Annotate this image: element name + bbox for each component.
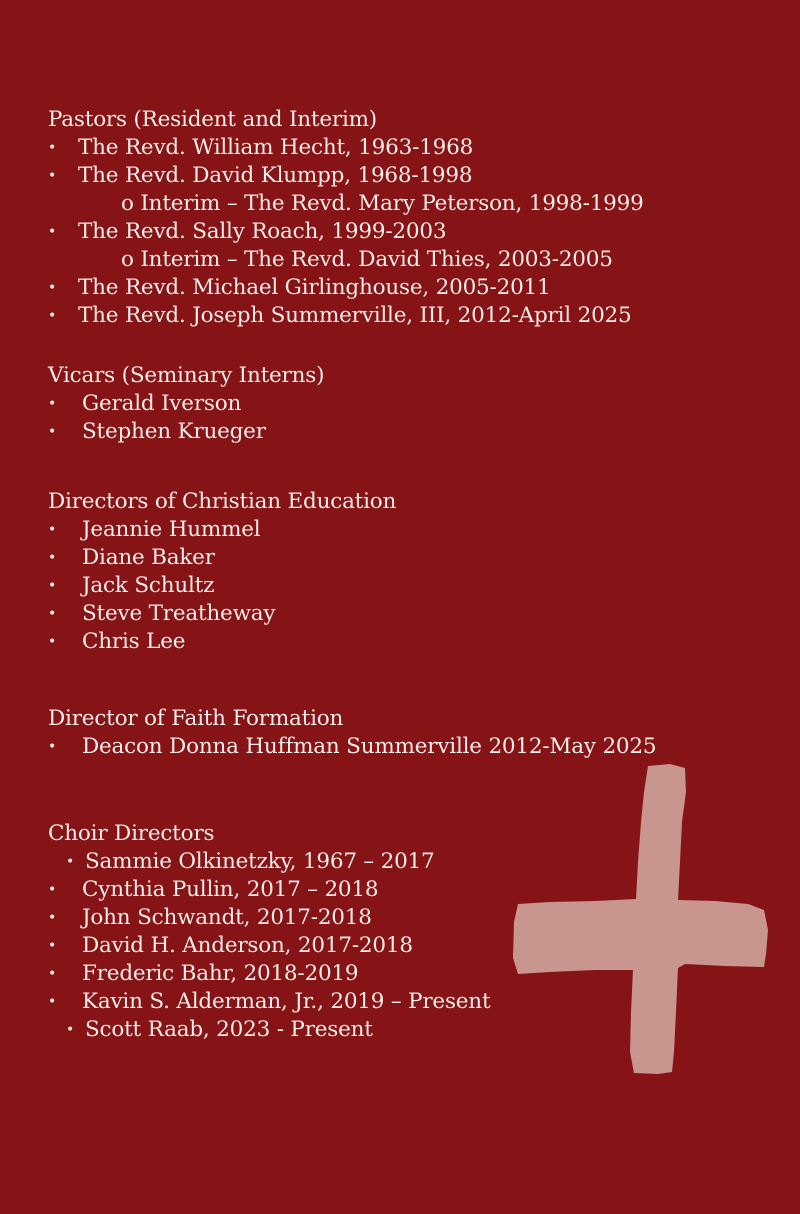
list-item-text: David H. Anderson, 2017-2018 [82, 933, 413, 958]
bullet: • [48, 550, 57, 566]
bullet: • [48, 280, 57, 296]
list-item [48, 572, 396, 600]
bullet: • [48, 938, 57, 954]
list-item [48, 733, 656, 761]
list-item-text: Sammie Olkinetzky, 1967 – 2017 [85, 849, 435, 874]
vicars-heading: Vicars (Seminary Interns) [48, 363, 325, 388]
bullet: • [66, 1022, 75, 1038]
bullet: • [48, 882, 57, 898]
list-item-text: o Interim – The Revd. Mary Peterson, 1998-1999 [121, 191, 644, 216]
choir-section [48, 820, 490, 1044]
list-item-text: Cynthia Pullin, 2017 – 2018 [82, 877, 379, 902]
list-item-text: The Revd. Michael Girlinghouse, 2005-2011 [78, 275, 551, 300]
bullet: • [48, 424, 57, 440]
bullet: • [48, 578, 57, 594]
bullet: • [48, 396, 57, 412]
sub-list-item [48, 246, 644, 274]
list-item [48, 274, 644, 302]
faith-formation-heading: Director of Faith Formation [48, 706, 344, 731]
vicars-section [48, 362, 324, 446]
list-item [48, 600, 396, 628]
bullet: • [48, 224, 57, 240]
list-item-text: Chris Lee [82, 629, 186, 654]
bullet: • [48, 739, 57, 755]
list-item [48, 390, 324, 418]
list-item-text: Frederic Bahr, 2018-2019 [82, 961, 359, 986]
list-item [48, 134, 644, 162]
bullet: • [48, 606, 57, 622]
list-item [48, 960, 490, 988]
list-item-text: Jack Schultz [82, 573, 215, 598]
list-item-text: John Schwandt, 2017-2018 [82, 905, 372, 930]
list-item [48, 1016, 490, 1044]
list-item-text: Stephen Krueger [82, 419, 266, 444]
sub-list-item [48, 190, 644, 218]
list-item-text: The Revd. Joseph Summerville, III, 2012-April 2025 [78, 303, 632, 328]
dce-section [48, 488, 396, 656]
bullet: • [48, 910, 57, 926]
bullet: • [48, 140, 57, 156]
bullet: • [48, 168, 57, 184]
dce-heading: Directors of Christian Education [48, 489, 397, 514]
list-item-text: Kavin S. Alderman, Jr., 2019 – Present [82, 989, 491, 1014]
pastors-heading: Pastors (Resident and Interim) [48, 107, 377, 132]
pastors-section [48, 106, 644, 330]
list-item [48, 162, 644, 190]
bullet: • [48, 966, 57, 982]
list-item [48, 218, 644, 246]
list-item-text: Deacon Donna Huffman Summerville 2012-May 2025 [82, 734, 657, 759]
list-item [48, 418, 324, 446]
bullet: • [48, 308, 57, 324]
list-item [48, 876, 490, 904]
bullet: • [66, 854, 75, 870]
list-item [48, 628, 396, 656]
list-item [48, 516, 396, 544]
list-item-text: The Revd. David Klumpp, 1968-1998 [78, 163, 473, 188]
list-item [48, 544, 396, 572]
list-item [48, 302, 644, 330]
list-item [48, 988, 490, 1016]
list-item [48, 932, 490, 960]
bullet: • [48, 522, 57, 538]
list-item-text: Steve Treatheway [82, 601, 276, 626]
list-item-text: o Interim – The Revd. David Thies, 2003-2005 [121, 247, 613, 272]
faith-formation-section [48, 705, 656, 761]
list-item [48, 904, 490, 932]
list-item-text: Scott Raab, 2023 - Present [85, 1017, 373, 1042]
list-item-text: Diane Baker [82, 545, 215, 570]
choir-heading: Choir Directors [48, 821, 215, 846]
bullet: • [48, 994, 57, 1010]
list-item-text: The Revd. Sally Roach, 1999-2003 [78, 219, 447, 244]
list-item-text: Jeannie Hummel [82, 517, 261, 542]
list-item-text: The Revd. William Hecht, 1963-1968 [78, 135, 474, 160]
cross-icon [510, 762, 770, 1078]
list-item [48, 848, 490, 876]
bullet: • [48, 634, 57, 650]
list-item-text: Gerald Iverson [82, 391, 242, 416]
